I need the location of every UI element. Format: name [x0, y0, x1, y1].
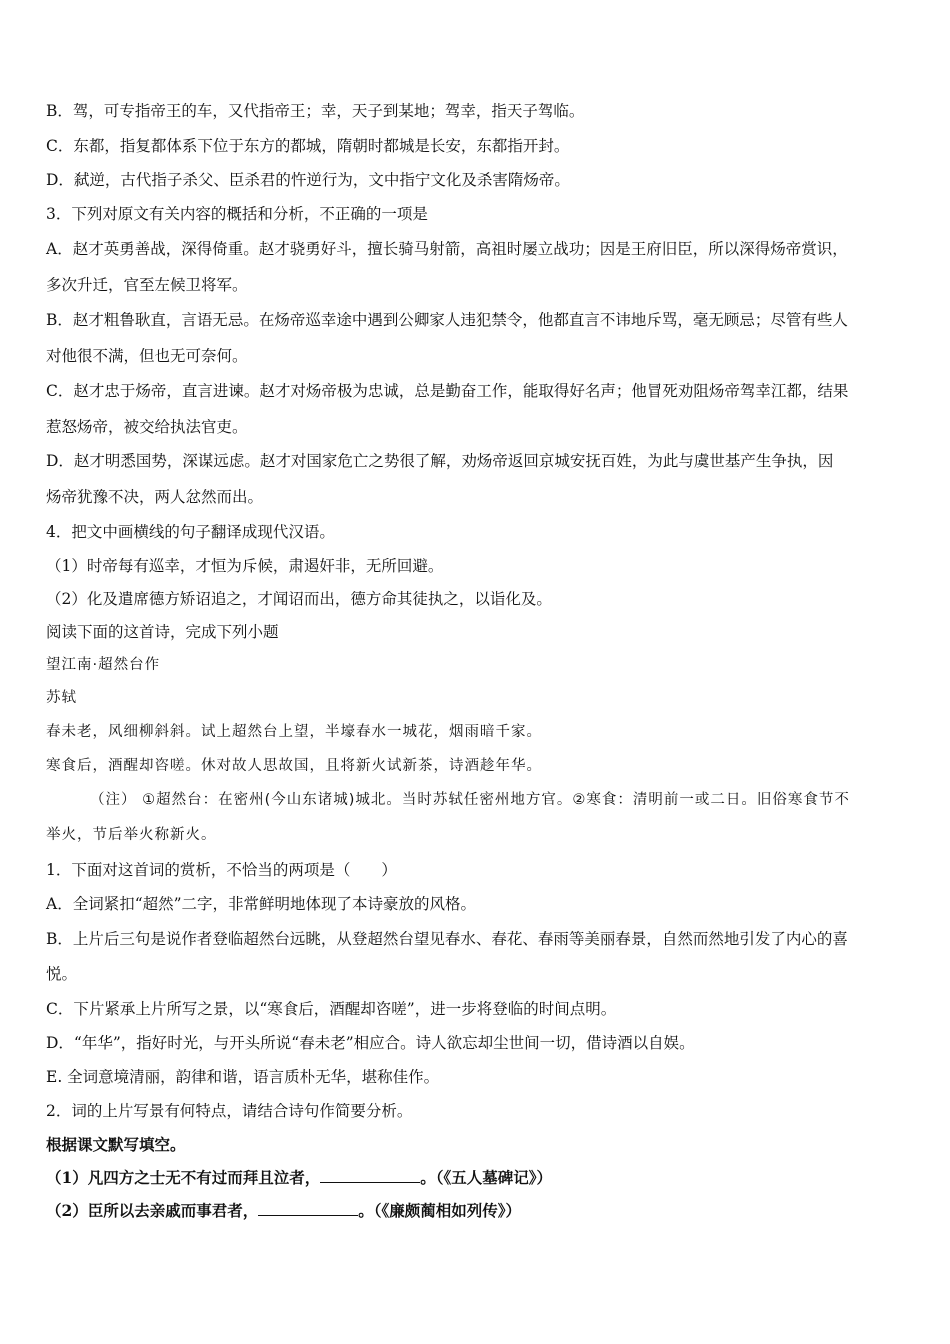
q3-option-b-line2: 对他很不满，但也无可奈何。: [46, 347, 248, 365]
option-d-line: D．弑逆，古代指子杀父、臣杀君的忤逆行为，文中指宁文化及杀害隋炀帝。: [46, 171, 570, 189]
pq1-option-a: A．全词紧扣“超然”二字，非常鲜明地体现了本诗豪放的风格。: [46, 895, 477, 913]
poem-note-line2: 举火，节后举火称新火。: [46, 827, 217, 843]
pq1-option-d: D．“年华”，指好时光，与开头所说“春未老”相应合。诗人欲忘却尘世间一切，借诗酒以自娱。: [46, 1034, 695, 1052]
q4-item-2: （2）化及遣席德方矫诏追之，才闻诏而出，德方命其徒执之，以诣化及。: [46, 590, 552, 608]
dictation-item-2: [46, 1199, 908, 1223]
pq1-option-c: C．下片紧承上片所写之景，以“寒食后，酒醒却咨嗟”，进一步将登临的时间点明。: [46, 1000, 617, 1018]
pq1-option-b-line1: B．上片后三句是说作者登临超然台远眺，从登超然台望见春水、春花、春雨等美丽春景，自然而然地引发了内心的喜: [46, 930, 848, 948]
q3-option-d-line1: D．赵才明悉国势，深谋远虑。赵才对国家危亡之势很了解，劝炀帝返回京城安抚百姓，为此与虞世基产生争执，因: [46, 452, 834, 470]
pq1-option-e: E. 全词意境清丽，韵律和谐，语言质朴无华，堪称佳作。: [46, 1068, 440, 1086]
answer-blank-1[interactable]: [320, 1168, 420, 1183]
question-3: 3．下列对原文有关内容的概括和分析，不正确的一项是: [46, 205, 428, 223]
poem-title: 望江南·超然台作: [46, 657, 161, 673]
poem-author: 苏轼: [46, 690, 77, 706]
dictation-item-2-prompt: （2）臣所以去亲戚而事君者，: [46, 1201, 259, 1220]
q3-option-a-line2: 多次升迁，官至左候卫将军。: [46, 276, 248, 294]
dictation-item-1: [46, 1166, 908, 1190]
dictation-item-1-source: 。（《五人墓碑记》）: [420, 1168, 553, 1187]
option-c-line: C．东都，指复都体系下位于东方的都城，隋朝时都城是长安，东都指开封。: [46, 137, 570, 155]
q3-option-c-line1: C．赵才忠于炀帝，直言进谏。赵才对炀帝极为忠诚，总是勤奋工作，能取得好名声；他冒死劝阻炀帝驾幸江都，结果: [46, 382, 849, 400]
dictation-heading: 根据课文默写填空。: [46, 1135, 186, 1154]
pq1-option-b-line2: 悦。: [46, 965, 78, 983]
q3-option-a-line1: A．赵才英勇善战，深得倚重。赵才骁勇好斗，擅长骑马射箭，高祖时屡立战功；因是王府旧臣，所以深得炀帝赏识，: [46, 240, 848, 258]
q4-item-1: （1）时帝每有巡幸，才恒为斥候，肃遏奸非，无所回避。: [46, 557, 444, 575]
dictation-item-2-source: 。（《廉颇蔺相如列传》）: [358, 1201, 522, 1220]
q3-option-d-line2: 炀帝犹豫不决，两人忿然而出。: [46, 488, 264, 506]
poem-question-1: 1．下面对这首词的赏析，不恰当的两项是（ ）: [46, 861, 397, 879]
poem-note-line1: （注） ①超然台：在密州(今山东诸城)城北。当时苏轼任密州地方官。②寒食：清明前一或二日。旧俗寒食节不: [90, 792, 850, 808]
answer-blank-2[interactable]: [258, 1201, 358, 1216]
poem-line-1: 春未老，风细柳斜斜。试上超然台上望，半壕春水一城花，烟雨暗千家。: [46, 724, 542, 740]
poem-question-2: 2．词的上片写景有何特点，请结合诗句作简要分析。: [46, 1102, 413, 1120]
option-b-line: B．驾，可专指帝王的车，又代指帝王；幸，天子到某地；驾幸，指天子驾临。: [46, 102, 585, 120]
q3-option-c-line2: 惹怒炀帝，被交给执法官吏。: [46, 418, 248, 436]
reading-instruction: 阅读下面的这首诗，完成下列小题: [46, 623, 279, 641]
dictation-item-1-prompt: （1）凡四方之士无不有过而拜且泣者，: [46, 1168, 321, 1187]
q3-option-b-line1: B．赵才粗鲁耿直，言语无忌。在炀帝巡幸途中遇到公卿家人违犯禁令，他都直言不讳地斥骂，毫无顾忌；尽管有些人: [46, 311, 848, 329]
poem-line-2: 寒食后，酒醒却咨嗟。休对故人思故国，且将新火试新茶，诗酒趁年华。: [46, 758, 542, 774]
question-4: 4．把文中画横线的句子翻译成现代汉语。: [46, 523, 335, 541]
